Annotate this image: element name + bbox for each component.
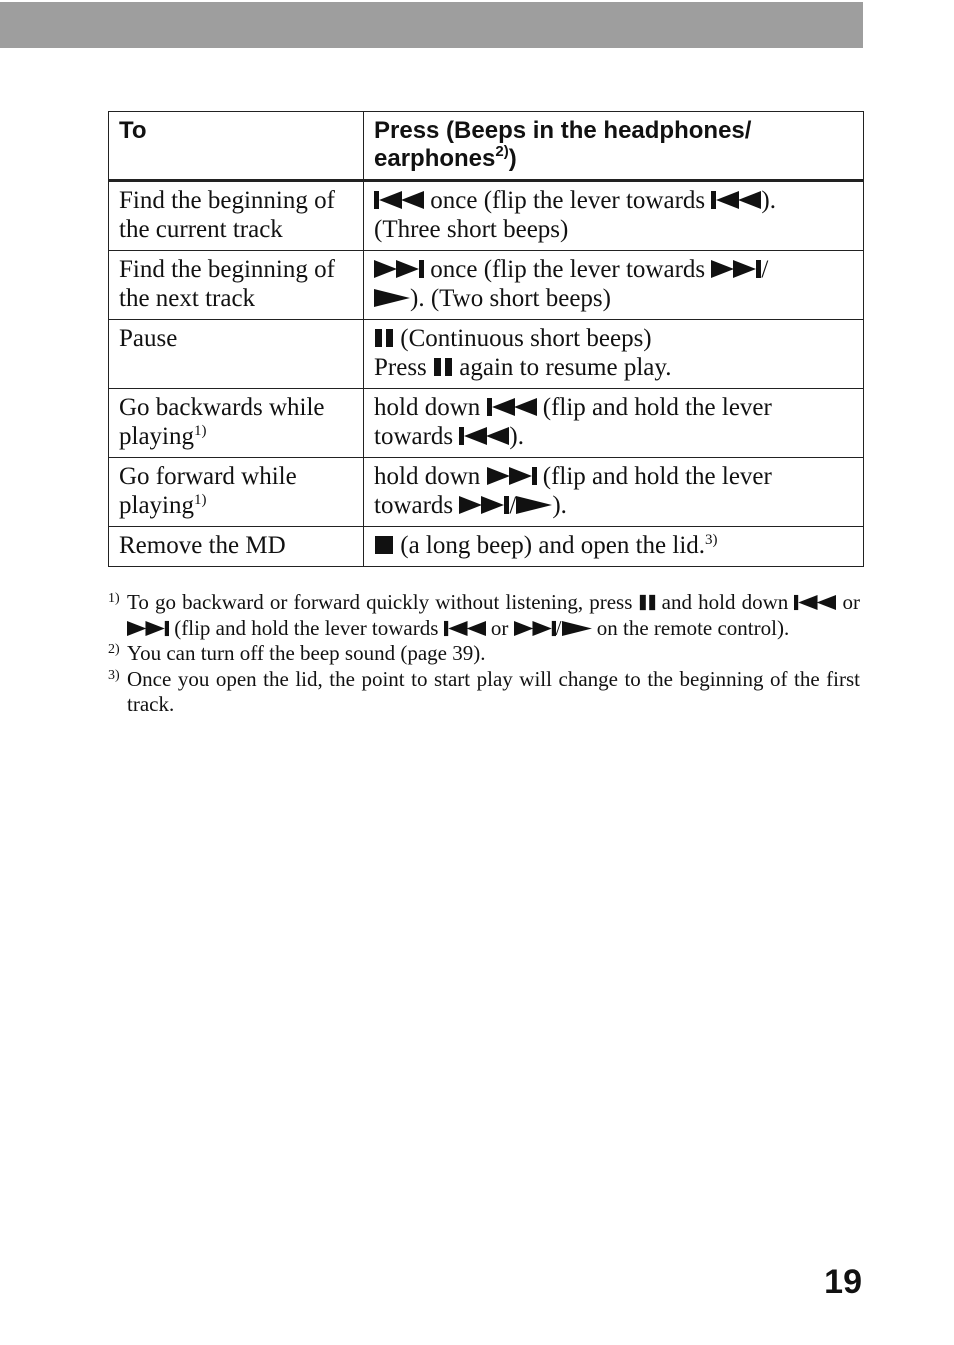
- skip-back-icon: [444, 620, 486, 637]
- skip-forward-icon: [514, 620, 556, 637]
- skip-forward-icon: [711, 259, 761, 279]
- skip-forward-icon: [374, 259, 424, 279]
- table-header-row: [109, 112, 864, 181]
- table-row: [109, 527, 864, 567]
- skip-forward-icon: [487, 466, 537, 486]
- footnote-2: 2) You can turn off the beep sound (page 39).: [108, 641, 486, 665]
- action-cell: Find the beginning of the next track: [109, 251, 364, 320]
- table-row: [109, 458, 864, 527]
- stop-icon: [374, 535, 394, 555]
- press-cell: hold down (flip and hold the lever towards / ).: [364, 458, 864, 527]
- skip-back-icon: [711, 190, 761, 210]
- press-cell: (Continuous short beeps) Press again to resume play.: [364, 320, 864, 389]
- page-number: 19: [824, 1263, 862, 1301]
- play-icon: [516, 495, 552, 515]
- footnote-1: 1) To go backward or forward quickly without listening, press and hold down or (flip and hold the lever towards or / on the remote control).: [108, 590, 861, 640]
- action-cell: Go forward while playing$^{1)}$: [109, 458, 364, 527]
- table-row: [109, 389, 864, 458]
- header-press: Press (Beeps in the headphones/ earphones$^{2)}$): [364, 112, 864, 181]
- table-row: [109, 251, 864, 320]
- pause-icon: [374, 328, 394, 348]
- pause-icon: [639, 594, 656, 611]
- action-cell: Remove the MD: [109, 527, 364, 567]
- footnote-ref: 1): [194, 423, 207, 439]
- play-icon: [562, 620, 592, 637]
- skip-forward-icon: [127, 620, 169, 637]
- footnote-ref: 3): [705, 532, 718, 548]
- skip-back-icon: [459, 426, 509, 446]
- footnote-3: 3) Once you open the lid, the point to start play will change to the beginning of the first track.: [108, 666, 860, 716]
- header-band: [0, 2, 863, 48]
- action-cell: Find the beginning of the current track: [109, 181, 364, 251]
- skip-back-icon: [374, 190, 424, 210]
- pause-icon: [433, 357, 453, 377]
- footnote-ref: 1): [194, 492, 207, 508]
- press-cell: (a long beep) and open the lid.$^{3)}$: [364, 527, 864, 567]
- footnote-ref: 2): [495, 143, 509, 160]
- skip-back-icon: [794, 594, 836, 611]
- action-cell: Go backwards while playing$^{1)}$: [109, 389, 364, 458]
- play-icon: [374, 288, 410, 308]
- press-cell: once (flip the lever towards ). (Three short beeps): [364, 181, 864, 251]
- press-cell: once (flip the lever towards / ). (Two short beeps): [364, 251, 864, 320]
- table-row: [109, 320, 864, 389]
- footnote-mark: 3): [108, 667, 120, 683]
- skip-back-icon: [487, 397, 537, 417]
- action-cell: Pause: [109, 320, 364, 389]
- operations-table: [108, 111, 864, 567]
- table-row: [109, 181, 864, 251]
- footnote-mark: 2): [108, 642, 120, 657]
- footnote-mark: 1): [108, 591, 120, 606]
- press-cell: hold down (flip and hold the lever towards ).: [364, 389, 864, 458]
- skip-forward-icon: [459, 495, 509, 515]
- footnotes: [108, 590, 860, 718]
- header-to: To: [109, 112, 364, 181]
